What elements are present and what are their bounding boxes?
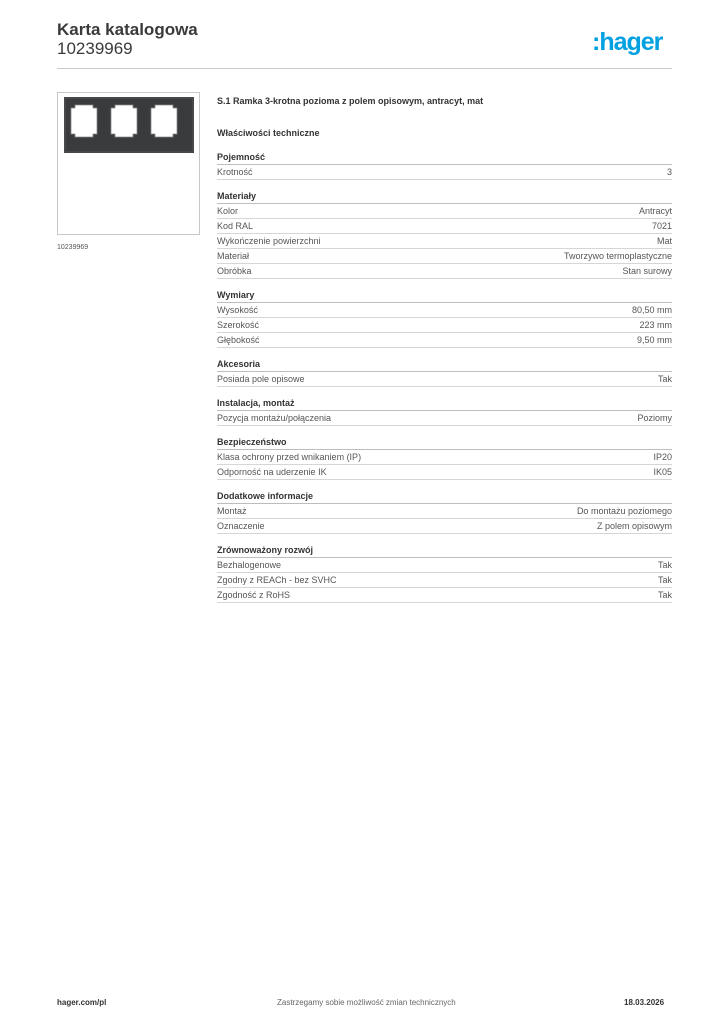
spec-value: 80,50 mm xyxy=(631,305,672,315)
frame-illustration xyxy=(64,97,194,153)
image-caption: 10239969 xyxy=(57,244,89,251)
group-title: Zrównoważony rozwój xyxy=(217,544,672,558)
spec-value: Tak xyxy=(657,374,672,384)
spec-value: IP20 xyxy=(653,452,672,462)
product-title: S.1 Ramka 3-krotna pozioma z polem opisowym, antracyt, mat xyxy=(217,96,484,106)
spec-value: Do montażu poziomego xyxy=(576,506,672,516)
spec-group xyxy=(217,190,672,279)
spec-label: Odporność na uderzenie IK xyxy=(217,467,327,477)
spec-row xyxy=(217,558,672,573)
product-image xyxy=(57,92,200,235)
spec-row xyxy=(217,204,672,219)
footer-website[interactable]: hager.com/pl xyxy=(57,998,107,1007)
spec-group xyxy=(217,397,672,426)
spec-value: 9,50 mm xyxy=(636,335,672,345)
spec-row xyxy=(217,504,672,519)
spec-row xyxy=(217,411,672,426)
spec-value: Stan surowy xyxy=(622,266,672,276)
footer-disclaimer: Zastrzegamy sobie możliwość zmian technicznych xyxy=(277,998,456,1007)
spec-row xyxy=(217,372,672,387)
spec-group xyxy=(217,544,672,603)
spec-value: Tak xyxy=(657,575,672,585)
group-title: Akcesoria xyxy=(217,358,672,372)
spec-group xyxy=(217,358,672,387)
spec-label: Wysokość xyxy=(217,305,258,315)
group-title: Dodatkowe informacje xyxy=(217,490,672,504)
spec-row xyxy=(217,573,672,588)
spec-label: Montaż xyxy=(217,506,247,516)
spec-row xyxy=(217,450,672,465)
spec-content xyxy=(217,95,672,603)
spec-row xyxy=(217,303,672,318)
spec-value: Tak xyxy=(657,590,672,600)
spec-value: Tworzywo termoplastyczne xyxy=(563,251,672,261)
spec-value: 7021 xyxy=(651,221,672,231)
spec-row xyxy=(217,165,672,180)
spec-row xyxy=(217,318,672,333)
spec-groups xyxy=(217,151,672,603)
spec-row xyxy=(217,465,672,480)
spec-row xyxy=(217,264,672,279)
spec-label: Kolor xyxy=(217,206,239,216)
spec-label: Materiał xyxy=(217,251,250,261)
spec-row xyxy=(217,333,672,348)
spec-label: Głębokość xyxy=(217,335,260,345)
spec-group xyxy=(217,436,672,480)
hager-logo[interactable]: :hager xyxy=(592,28,663,56)
spec-value: Mat xyxy=(656,236,672,246)
page-title: Karta katalogowa xyxy=(57,20,198,39)
section-title: Właściwości techniczne xyxy=(217,128,320,138)
spec-row xyxy=(217,519,672,534)
spec-label: Zgodność z RoHS xyxy=(217,590,291,600)
spec-label: Krotność xyxy=(217,167,253,177)
spec-label: Kod RAL xyxy=(217,221,254,231)
spec-group xyxy=(217,490,672,534)
spec-value: Poziomy xyxy=(637,413,672,423)
spec-row xyxy=(217,234,672,249)
spec-value: Z polem opisowym xyxy=(596,521,672,531)
catalog-number: 10239969 xyxy=(57,39,133,58)
spec-label: Pozycja montażu/połączenia xyxy=(217,413,332,423)
group-title: Bezpieczeństwo xyxy=(217,436,672,450)
group-title: Materiały xyxy=(217,190,672,204)
spec-value: 223 mm xyxy=(639,320,672,330)
spec-label: Zgodny z REACh - bez SVHC xyxy=(217,575,337,585)
spec-row xyxy=(217,219,672,234)
spec-value: Antracyt xyxy=(638,206,672,216)
spec-value: IK05 xyxy=(653,467,672,477)
spec-label: Szerokość xyxy=(217,320,260,330)
group-title: Wymiary xyxy=(217,289,672,303)
spec-group xyxy=(217,289,672,348)
spec-group xyxy=(217,151,672,180)
group-title: Pojemność xyxy=(217,151,672,165)
spec-label: Wykończenie powierzchni xyxy=(217,236,321,246)
spec-row xyxy=(217,588,672,603)
spec-row xyxy=(217,249,672,264)
footer-date: 18.03.2026 xyxy=(624,998,665,1007)
spec-label: Posiada pole opisowe xyxy=(217,374,305,384)
spec-label: Oznaczenie xyxy=(217,521,265,531)
spec-value: Tak xyxy=(657,560,672,570)
spec-label: Bezhalogenowe xyxy=(217,560,282,570)
spec-label: Klasa ochrony przed wnikaniem (IP) xyxy=(217,452,362,462)
header-divider xyxy=(57,68,672,69)
spec-label: Obróbka xyxy=(217,266,252,276)
spec-value: 3 xyxy=(666,167,672,177)
group-title: Instalacja, montaż xyxy=(217,397,672,411)
